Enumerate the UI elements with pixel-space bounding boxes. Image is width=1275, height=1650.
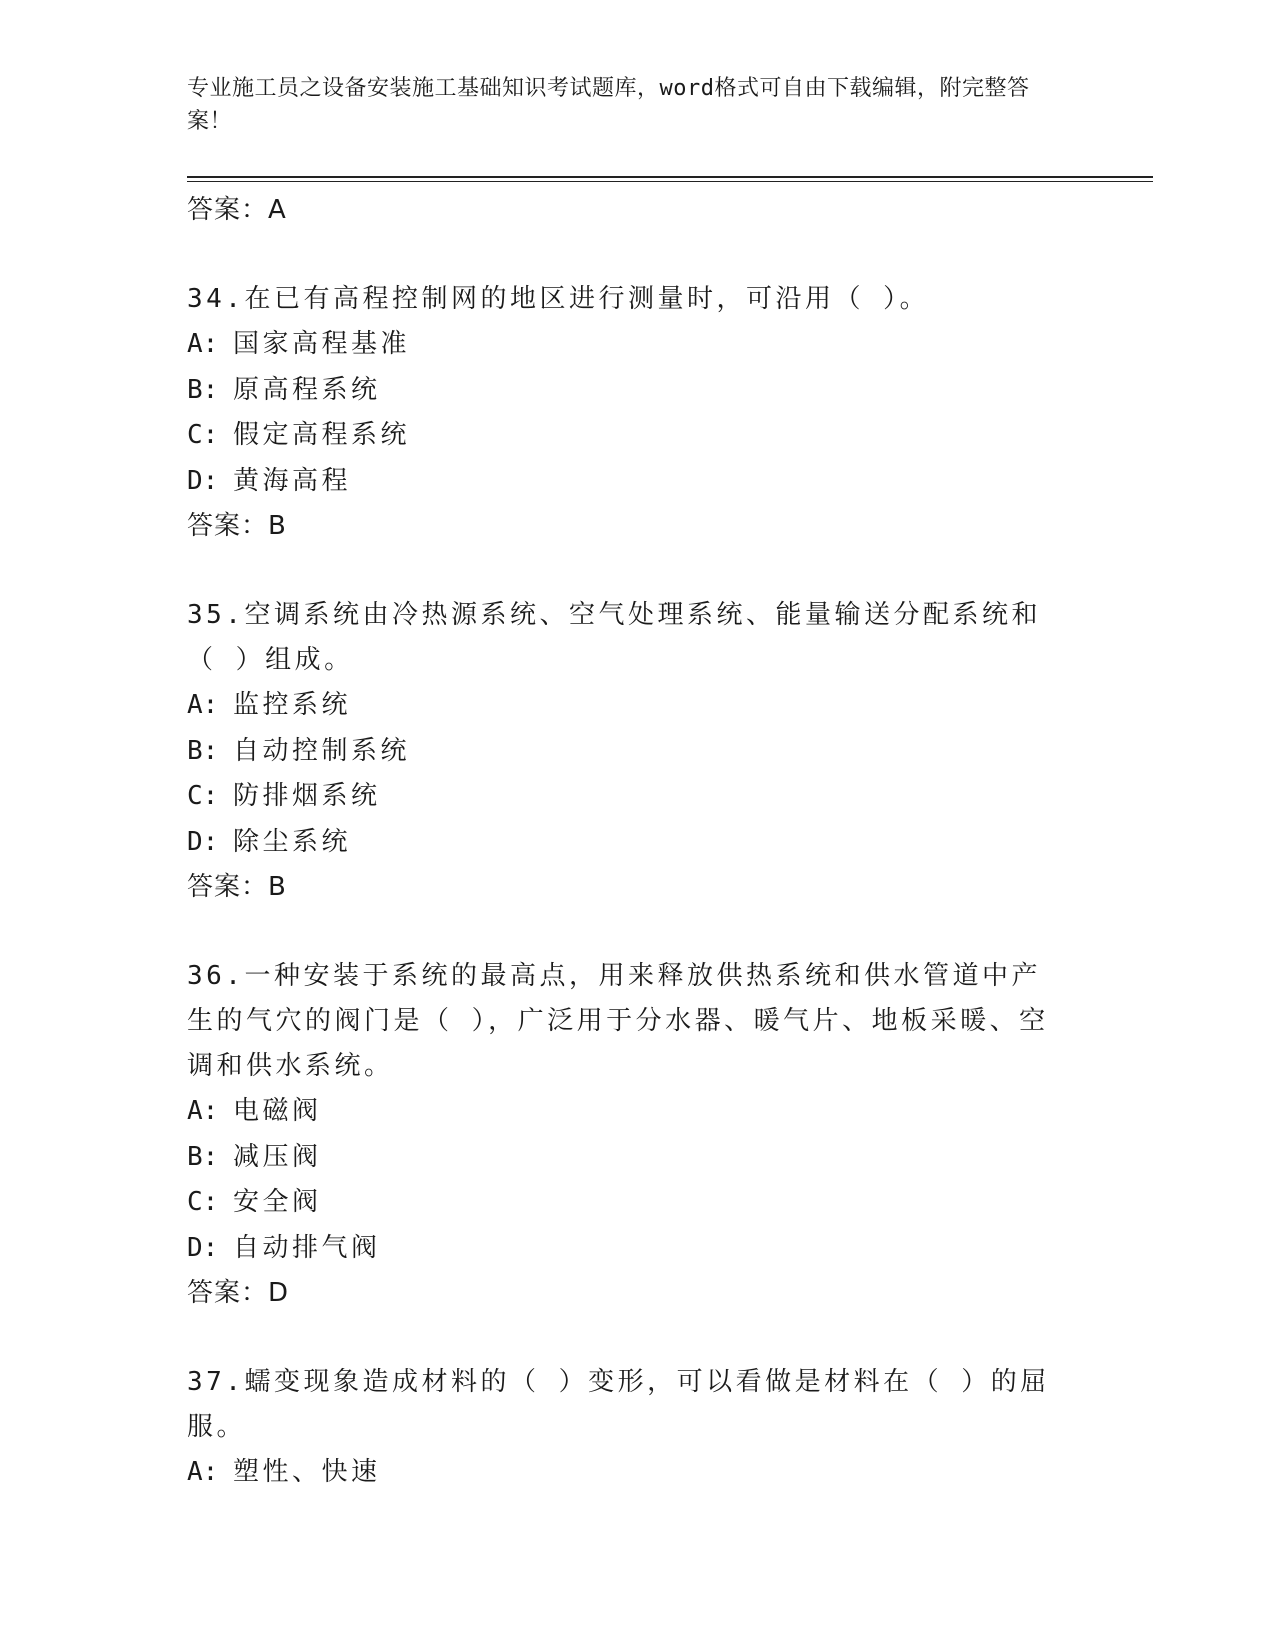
option-key: D: (187, 465, 219, 496)
option-text: 减压阀 (233, 1141, 322, 1172)
question-stem: 36.一种安装于系统的最高点，用来释放供热系统和供水管道中产生的气穴的阀门是（ ），广泛用于分水器、暖气片、地板采暖、空调和供水系统。 (187, 961, 1049, 1081)
option-a (187, 322, 1067, 368)
option-text: 自动排气阀 (233, 1232, 381, 1263)
option-key: A: (187, 1457, 219, 1487)
option-d (187, 459, 1067, 505)
question-stem: 34.在已有高程控制网的地区进行测量时，可沿用（ ）。 (187, 284, 930, 314)
answer-line: 答案：B (187, 511, 287, 541)
option-key: C: (187, 781, 219, 811)
option-text: 安全阀 (233, 1187, 322, 1217)
option-key: A: (187, 1096, 219, 1126)
question-stem: 35.空调系统由冷热源系统、空气处理系统、能量输送分配系统和（ ）组成。 (187, 600, 1041, 675)
option-c (187, 1180, 1067, 1226)
option-text: 防排烟系统 (233, 781, 381, 811)
option-key: A: (187, 329, 219, 359)
option-b (187, 729, 1067, 775)
option-a (187, 683, 1067, 729)
option-text: 原高程系统 (233, 374, 381, 405)
option-b (187, 1135, 1067, 1181)
option-key: A: (187, 690, 219, 720)
option-d (187, 1226, 1067, 1272)
answer-line: 答案：D (187, 1278, 290, 1308)
option-text: 塑性、快速 (233, 1457, 381, 1487)
option-a (187, 1089, 1067, 1135)
option-key: D: (187, 826, 219, 857)
option-key: C: (187, 1187, 219, 1217)
option-key: D: (187, 1232, 219, 1263)
question-stem: 37.蠕变现象造成材料的（ ）变形，可以看做是材料在（ ）的屈服。 (187, 1367, 1050, 1442)
option-b (187, 368, 1067, 414)
question-35 (187, 593, 1067, 909)
option-text: 黄海高程 (233, 465, 352, 496)
option-a (187, 1450, 1067, 1496)
document-header: 专业施工员之设备安装施工基础知识考试题库，word格式可自由下载编辑，附完整答案！ (187, 76, 1030, 134)
option-key: C: (187, 420, 219, 450)
option-text: 电磁阀 (233, 1096, 322, 1126)
option-text: 监控系统 (233, 690, 352, 720)
header-divider-thick (187, 176, 1153, 178)
option-key: B: (187, 1141, 219, 1172)
header-divider-thin (187, 181, 1153, 182)
option-c (187, 774, 1067, 820)
question-list (187, 188, 1067, 1496)
question-36 (187, 954, 1067, 1315)
question-37 (187, 1360, 1067, 1496)
option-text: 假定高程系统 (233, 420, 411, 450)
option-text: 除尘系统 (233, 826, 352, 857)
answer-line: 答案：B (187, 872, 287, 902)
answer-line: 答案：A (187, 195, 287, 225)
option-d (187, 820, 1067, 866)
option-key: B: (187, 374, 219, 405)
option-text: 自动控制系统 (233, 735, 411, 766)
option-text: 国家高程基准 (233, 329, 411, 359)
question-34 (187, 277, 1067, 548)
option-c (187, 413, 1067, 459)
option-key: B: (187, 735, 219, 766)
